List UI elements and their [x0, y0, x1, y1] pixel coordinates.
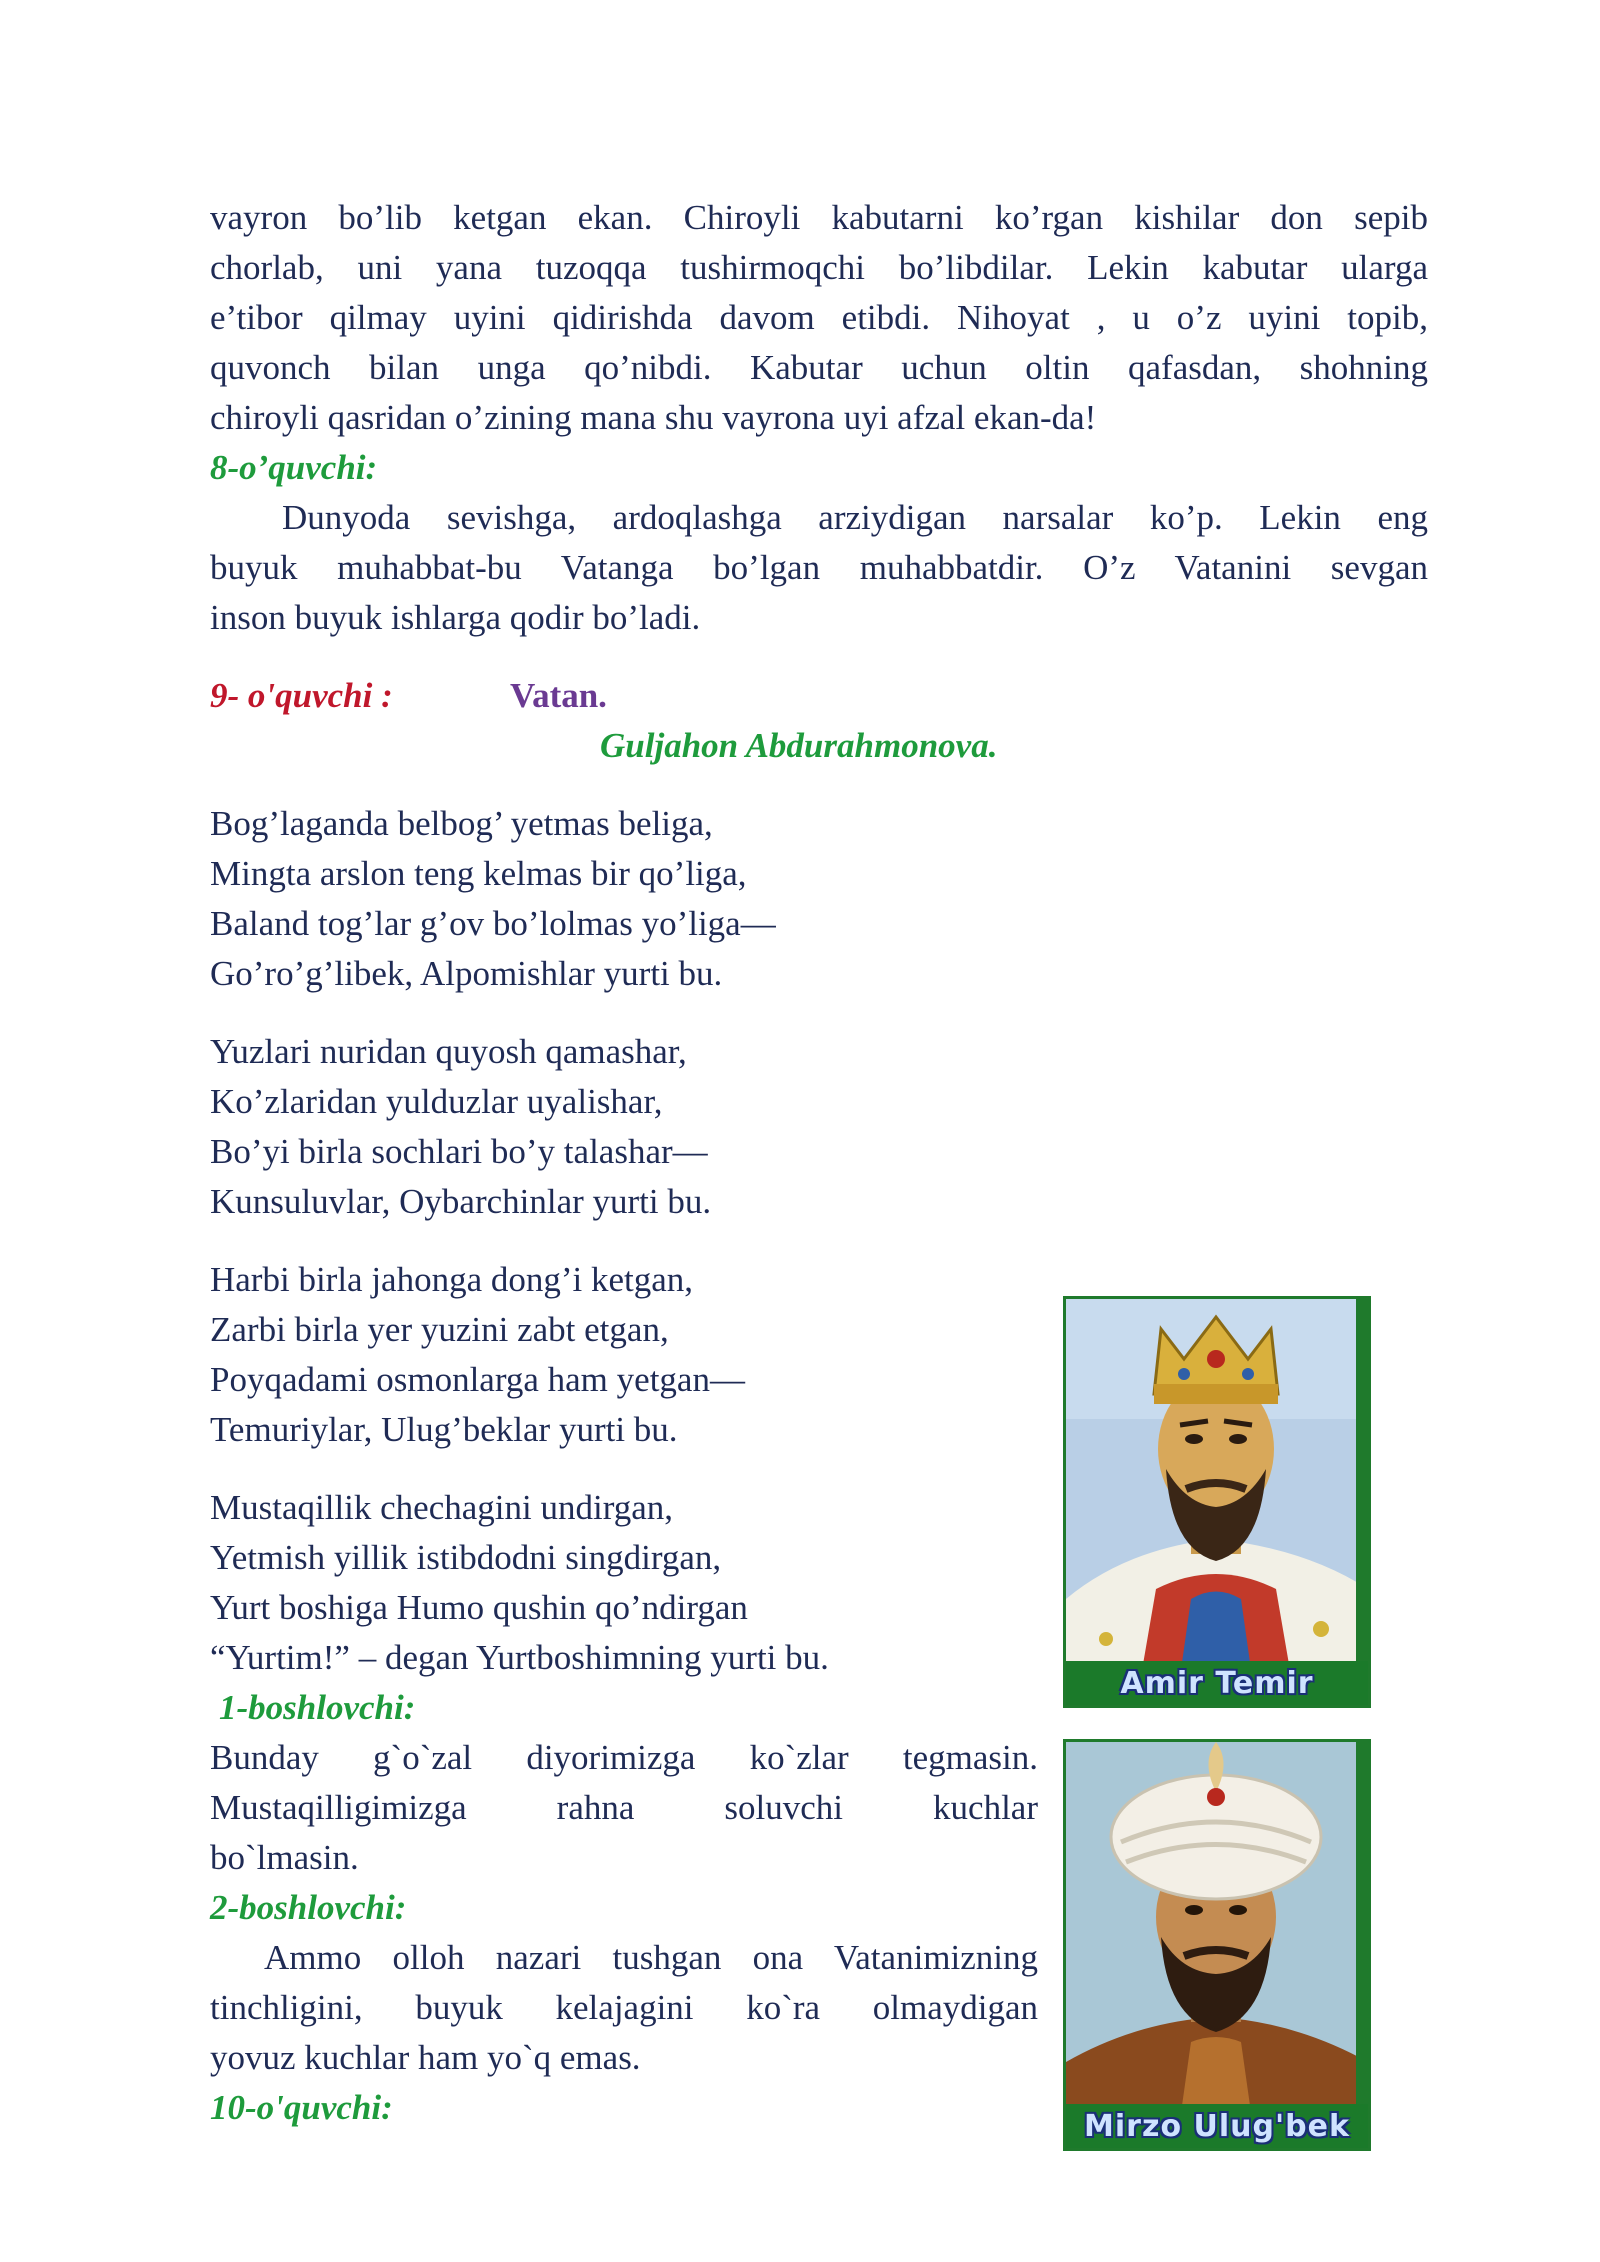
reader9-label: 9- o'quvchi : — [210, 676, 393, 715]
poem-line: Temuriylar, Ulug’beklar yurti bu. — [210, 1410, 678, 1449]
reader8-line: buyuk muhabbat-bu Vatanga bo’lgan muhabbatdir. O’z Vatanini sevgan — [210, 548, 1428, 587]
intro-line: chiroyli qasridan o’zining mana shu vayrona uyi afzal ekan-da! — [210, 398, 1097, 437]
host1-line: Bunday g`o`zal diyorimizga ko`zlar tegmasin. — [210, 1738, 1038, 1777]
poem-line: Ko’zlaridan yulduzlar uyalishar, — [210, 1082, 663, 1121]
poem-line: Go’ro’g’libek, Alpomishlar yurti bu. — [210, 954, 723, 993]
poem-author: Guljahon Abdurahmonova. — [600, 726, 998, 765]
intro-line: e’tibor qilmay uyini qidirishda davom etibdi. Nihoyat , u o’z uyini topib, — [210, 298, 1428, 337]
intro-line: vayron bo’lib ketgan ekan. Chiroyli kabutarni ko’rgan kishilar don sepib — [210, 198, 1428, 237]
portrait-mirzo-ulugbek — [1063, 1739, 1371, 2151]
poem-line: Yetmish yillik istibdodni singdirgan, — [210, 1538, 722, 1577]
poem-line: Harbi birla jahonga dong’i ketgan, — [210, 1260, 694, 1299]
host2-label: 2-boshlovchi: — [210, 1888, 407, 1927]
host1-label: 1-boshlovchi: — [219, 1688, 416, 1727]
poem-line: Mingta arslon teng kelmas bir qo’liga, — [210, 854, 747, 893]
intro-line: quvonch bilan unga qo’nibdi. Kabutar uchun oltin qafasdan, shohning — [210, 348, 1428, 387]
host1-line: bo`lmasin. — [210, 1838, 359, 1877]
poem-line: Poyqadami osmonlarga ham yetgan— — [210, 1360, 745, 1399]
reader10-label: 10-o'quvchi: — [210, 2088, 393, 2127]
reader8-label: 8-o’quvchi: — [210, 448, 378, 487]
poem-title: Vatan. — [510, 676, 607, 715]
amir-temir-illustration — [1066, 1299, 1368, 1705]
poem-line: Yuzlari nuridan quyosh qamashar, — [210, 1032, 687, 1071]
poem-line: “Yurtim!” – degan Yurtboshimning yurti bu. — [210, 1638, 829, 1677]
portrait-amir-temir — [1063, 1296, 1371, 1708]
host2-line: yovuz kuchlar ham yo`q emas. — [210, 2038, 641, 2077]
host2-line: Ammo olloh nazari tushgan ona Vatanimizning — [264, 1938, 1038, 1977]
portrait-caption: Amir Temir — [1066, 1661, 1368, 1705]
poem-line: Yurt boshiga Humo qushin qo’ndirgan — [210, 1588, 748, 1627]
reader8-line: Dunyoda sevishga, ardoqlashga arziydigan narsalar ko’p. Lekin eng — [282, 498, 1428, 537]
mirzo-ulugbek-illustration — [1066, 1742, 1368, 2148]
portrait-caption: Mirzo Ulug'bek — [1066, 2104, 1368, 2148]
poem-line: Zarbi birla yer yuzini zabt etgan, — [210, 1310, 669, 1349]
poem-line: Bog’laganda belbog’ yetmas beliga, — [210, 804, 713, 843]
poem-line: Kunsuluvlar, Oybarchinlar yurti bu. — [210, 1182, 712, 1221]
poem-line: Mustaqillik chechagini undirgan, — [210, 1488, 674, 1527]
poem-line: Bo’yi birla sochlari bo’y talashar— — [210, 1132, 708, 1171]
host2-line: tinchligini, buyuk kelajagini ko`ra olmaydigan — [210, 1988, 1038, 2027]
host1-line: Mustaqilligimizga rahna soluvchi kuchlar — [210, 1788, 1038, 1827]
reader8-line: inson buyuk ishlarga qodir bo’ladi. — [210, 598, 701, 637]
poem-line: Baland tog’lar g’ov bo’lolmas yo’liga— — [210, 904, 776, 943]
intro-line: chorlab, uni yana tuzoqqa tushirmoqchi bo’libdilar. Lekin kabutar ularga — [210, 248, 1428, 287]
